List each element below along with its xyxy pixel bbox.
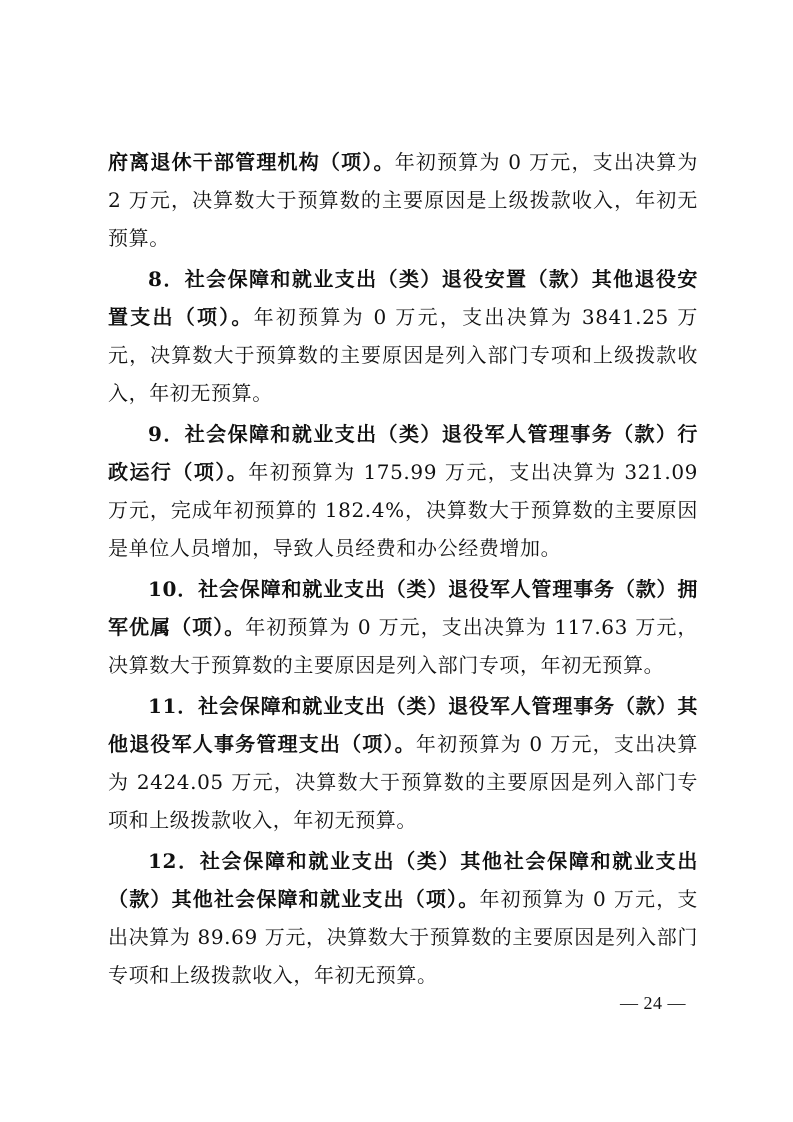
paragraph-body: 年初预算为 0 万元，支出决算为 117.63 万元，决算数大于预算数的主要原因是列入部门专项，年初无预算。 xyxy=(108,615,699,677)
paragraph-body: 年初预算为 0 万元，支出决算为 2424.05 万元，决算数大于预算数的主要原因是列入部门专项和上级拨款收入，年初无预算。 xyxy=(108,732,698,832)
paragraph-item-10 xyxy=(108,570,698,684)
paragraph-heading: 8．社会保障和就业支出（类）退役安置（款）其他退役安置支出（项）。 xyxy=(108,267,698,329)
page-content xyxy=(108,143,698,994)
paragraph-heading: 府离退休干部管理机构（项）。 xyxy=(108,150,395,174)
paragraph-heading: 9．社会保障和就业支出（类）退役军人管理事务（款）行政运行（项）。 xyxy=(108,422,698,484)
paragraph-item-9 xyxy=(108,415,698,567)
paragraph-heading: 11．社会保障和就业支出（类）退役军人管理事务（款）其他退役军人事务管理支出（项）。 xyxy=(108,694,698,756)
paragraph-item-11 xyxy=(108,687,698,839)
page-number: — 24 — xyxy=(620,993,686,1013)
paragraph-body: 年初预算为 0 万元，支出决算为 2 万元，决算数大于预算数的主要原因是上级拨款收入，年初无预算。 xyxy=(108,150,699,250)
paragraph-continuation xyxy=(108,143,698,257)
paragraph-body: 年初预算为 0 万元，支出决算为 89.69 万元，决算数大于预算数的主要原因是列入部门专项和上级拨款收入，年初无预算。 xyxy=(108,887,698,987)
paragraph-body: 年初预算为 0 万元，支出决算为 3841.25 万元，决算数大于预算数的主要原因是列入部门专项和上级拨款收入，年初无预算。 xyxy=(108,305,698,405)
paragraph-heading: 12．社会保障和就业支出（类）其他社会保障和就业支出（款）其他社会保障和就业支出（项）。 xyxy=(108,849,698,911)
paragraph-item-12 xyxy=(108,842,698,994)
paragraph-heading: 10．社会保障和就业支出（类）退役军人管理事务（款）拥军优属（项）。 xyxy=(108,577,698,639)
paragraph-item-8 xyxy=(108,260,698,412)
paragraph-body: 年初预算为 175.99 万元，支出决算为 321.09 万元，完成年初预算的 182.4%，决算数大于预算数的主要原因是单位人员增加，导致人员经费和办公经费增加。 xyxy=(108,460,698,560)
